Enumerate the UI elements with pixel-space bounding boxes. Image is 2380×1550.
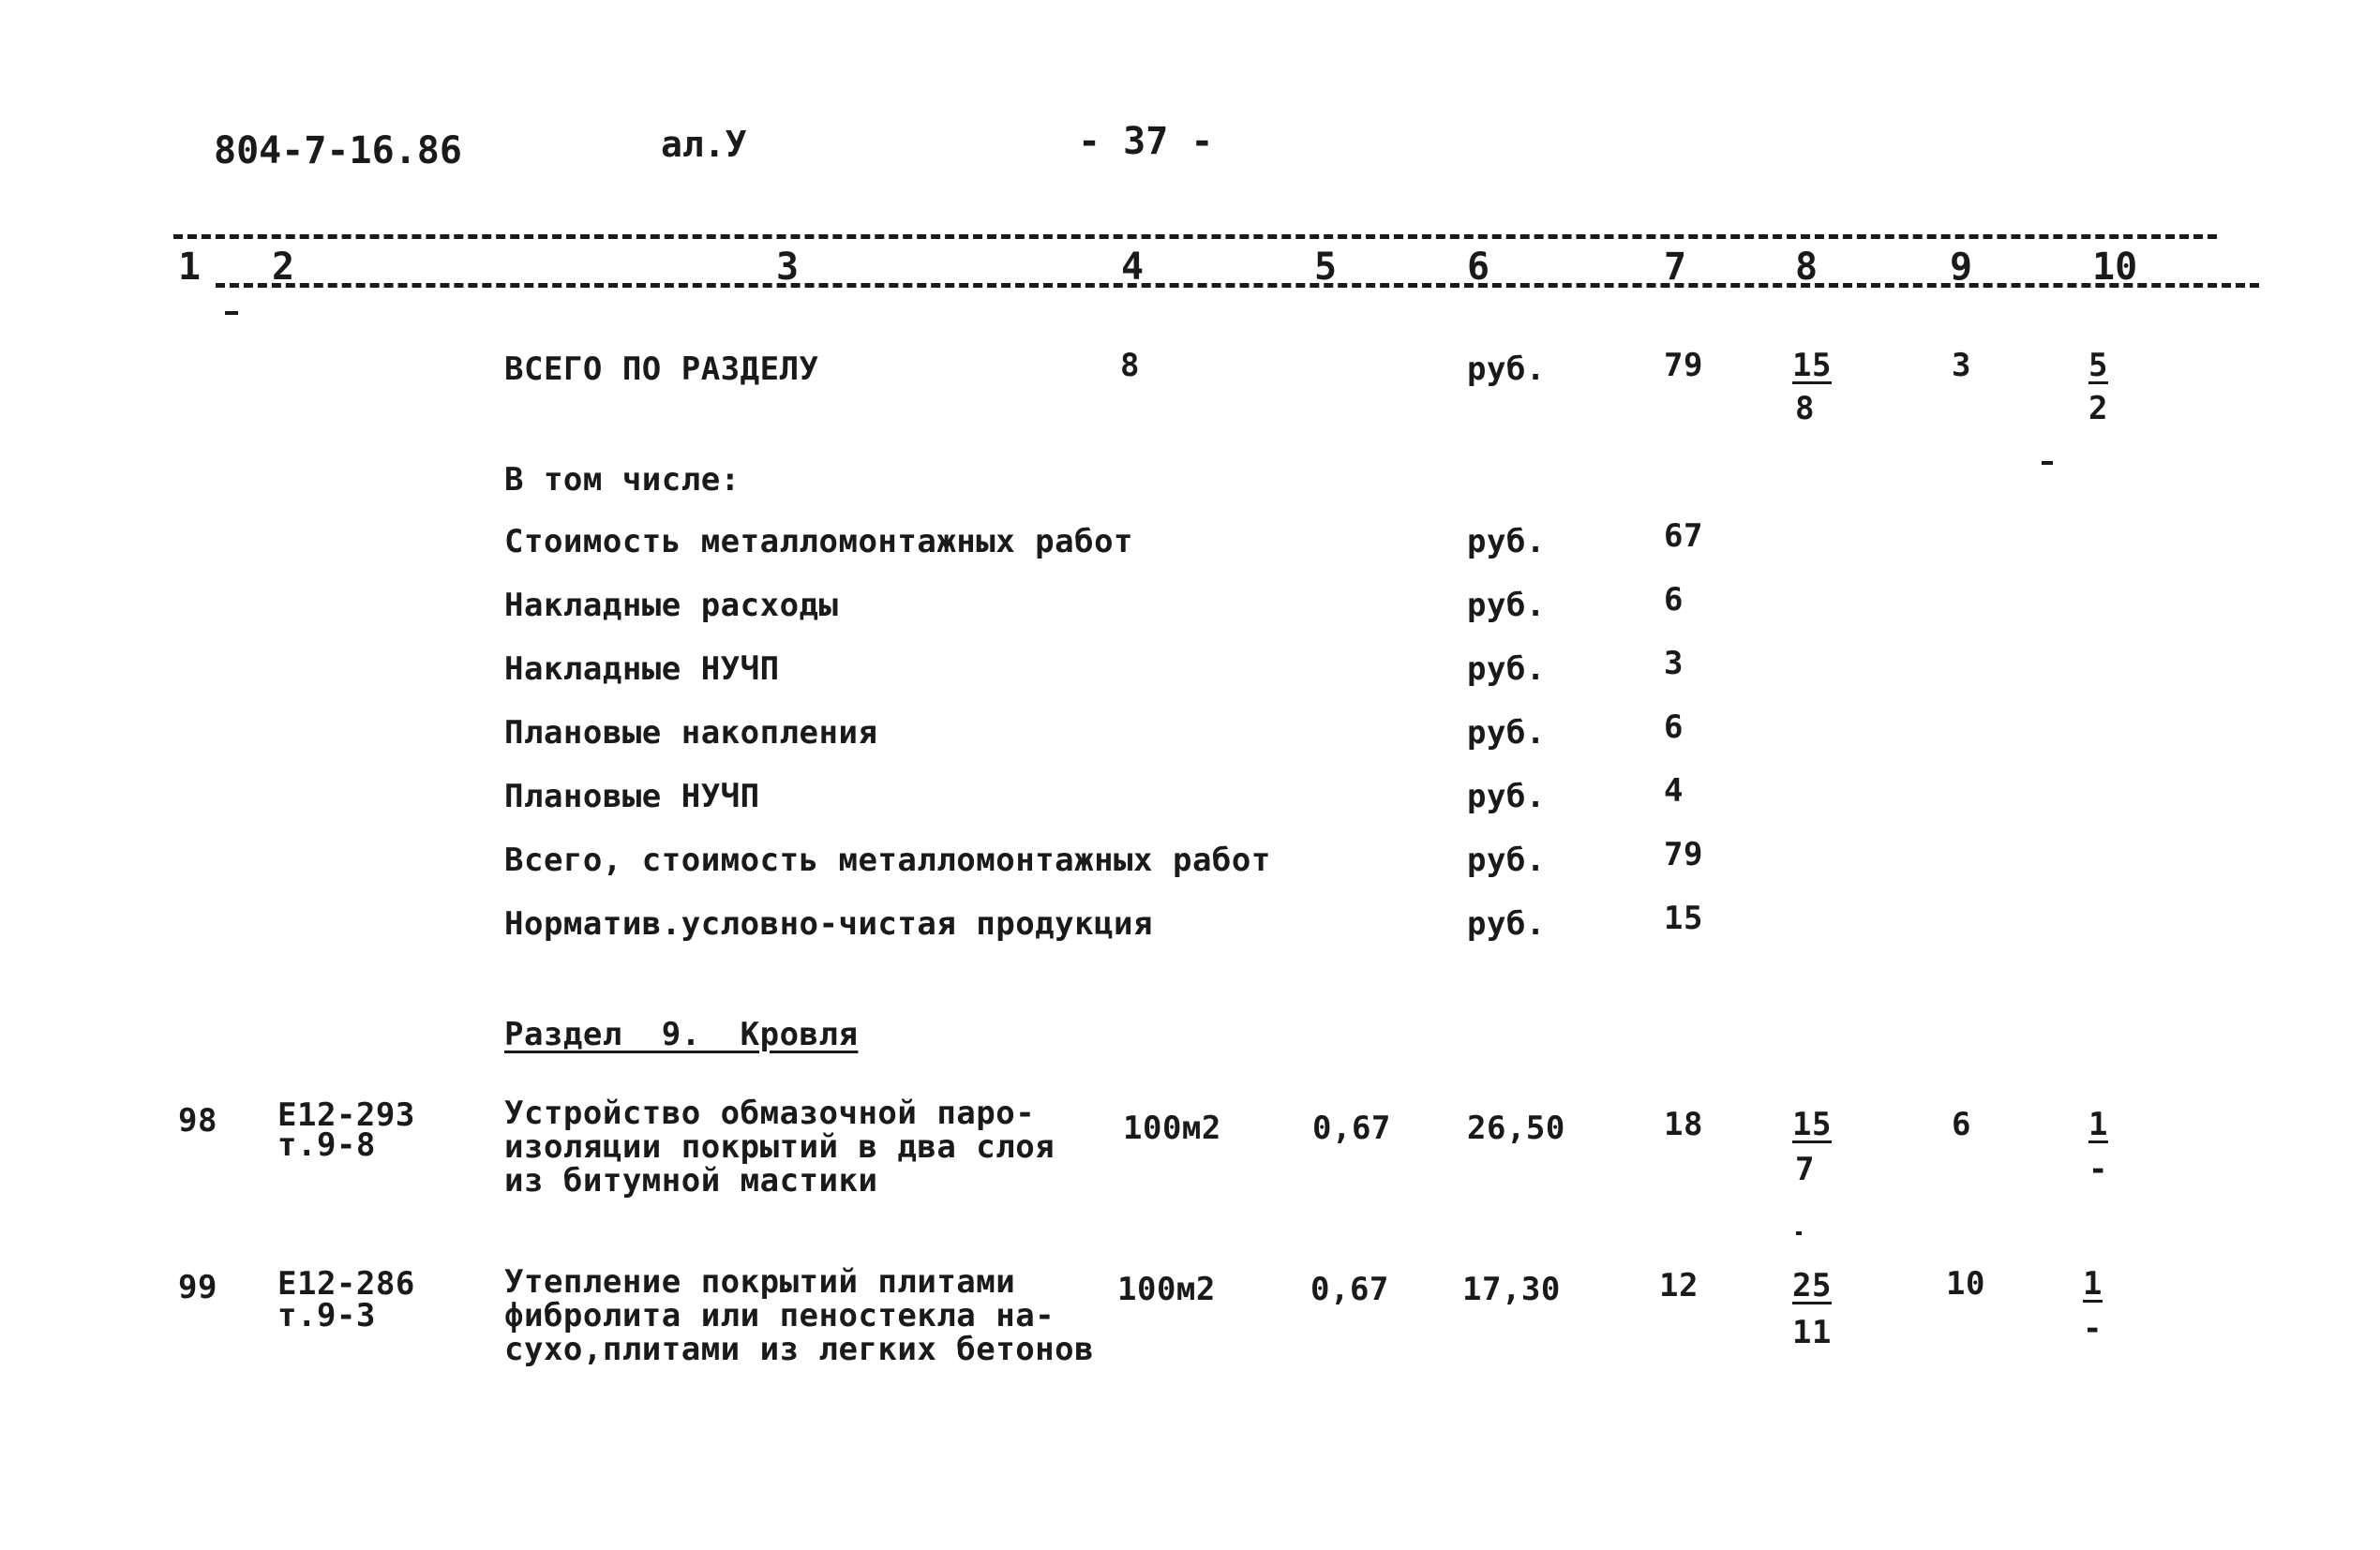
row-table-ref: т.9-3 xyxy=(277,1297,376,1334)
row-col8-bottom: 11 xyxy=(1792,1314,1832,1351)
breakdown-item-unit: руб. xyxy=(1467,905,1546,943)
row-col8-top: 25 xyxy=(1792,1267,1832,1304)
row-col7: 12 xyxy=(1659,1267,1699,1304)
section-heading: Раздел 9. Кровля xyxy=(504,1016,859,1053)
breakdown-item-unit: руб. xyxy=(1467,778,1546,815)
breakdown-item-label: Плановые НУЧП xyxy=(504,778,760,815)
row-price: 26,50 xyxy=(1467,1110,1565,1147)
row-description: Устройство обмазочной паро- изоляции покрытий в два слоя из битумной мастики xyxy=(504,1095,1055,1200)
section-total-col4: 8 xyxy=(1120,347,1140,384)
breakdown-item-label: Всего, стоимость металломонтажных работ xyxy=(504,842,1271,879)
breakdown-item-unit: руб. xyxy=(1467,523,1546,560)
document-code: 804-7-16.86 xyxy=(214,129,462,172)
breakdown-item-value: 67 xyxy=(1664,517,1703,555)
breakdown-item-value: 3 xyxy=(1664,645,1684,682)
row-col7: 18 xyxy=(1664,1106,1703,1143)
header-rule-top xyxy=(173,234,2217,239)
section-total-col10-bottom: 2 xyxy=(2088,390,2108,427)
column-number-10: 10 xyxy=(2092,246,2138,289)
stray-mark xyxy=(1796,1231,1802,1235)
column-number-3: 3 xyxy=(776,246,800,289)
breakdown-item-label: Стоимость металломонтажных работ xyxy=(504,523,1134,560)
stray-mark xyxy=(2042,461,2053,465)
row-table-ref: т.9-8 xyxy=(277,1126,376,1164)
row-col8-bottom: 7 xyxy=(1795,1151,1815,1188)
section-total-label: ВСЕГО ПО РАЗДЕЛУ xyxy=(504,350,819,388)
row-unit: 100м2 xyxy=(1123,1110,1221,1147)
row-unit: 100м2 xyxy=(1117,1271,1216,1308)
breakdown-item-unit: руб. xyxy=(1467,714,1546,752)
row-description: Утепление покрытий плитами фибролита или пеностекла на- сухо,плитами из легких бетонов xyxy=(504,1263,1095,1368)
breakdown-item-unit: руб. xyxy=(1467,650,1546,688)
section-total-col8-top: 15 xyxy=(1792,347,1832,384)
section-total-col9: 3 xyxy=(1952,347,1971,384)
row-quantity: 0,67 xyxy=(1312,1110,1391,1147)
page-number: - 37 - xyxy=(1078,120,1214,163)
breakdown-item-value: 6 xyxy=(1664,581,1684,619)
breakdown-item-unit: руб. xyxy=(1467,842,1546,879)
column-number-2: 2 xyxy=(272,246,295,289)
column-number-9: 9 xyxy=(1950,246,1973,289)
header-rule-tick xyxy=(225,311,238,315)
row-col8-top: 15 xyxy=(1792,1106,1832,1143)
column-number-4: 4 xyxy=(1121,246,1145,289)
breakdown-item-label: Норматив.условно-чистая продукция xyxy=(504,905,1154,943)
breakdown-item-unit: руб. xyxy=(1467,587,1546,624)
including-label: В том числе: xyxy=(504,461,741,499)
row-code: Е12-293 xyxy=(277,1096,415,1134)
section-total-unit: руб. xyxy=(1467,350,1546,388)
column-number-5: 5 xyxy=(1314,246,1338,289)
breakdown-item-value: 79 xyxy=(1664,836,1703,873)
row-number: 98 xyxy=(178,1102,217,1140)
row-col9: 6 xyxy=(1952,1106,1971,1143)
breakdown-item-value: 15 xyxy=(1664,900,1703,937)
row-col10-top: 1 xyxy=(2083,1265,2103,1303)
row-col10-bottom: - xyxy=(2088,1151,2108,1188)
row-code: Е12-286 xyxy=(277,1265,415,1303)
row-price: 17,30 xyxy=(1462,1271,1561,1308)
row-col9: 10 xyxy=(1946,1265,1985,1303)
breakdown-item-value: 4 xyxy=(1664,772,1684,810)
column-number-8: 8 xyxy=(1795,246,1819,289)
row-quantity: 0,67 xyxy=(1310,1271,1389,1308)
section-total-col7: 79 xyxy=(1664,347,1703,384)
breakdown-item-value: 6 xyxy=(1664,708,1684,746)
breakdown-item-label: Плановые накопления xyxy=(504,714,878,752)
sheet-label: ал.У xyxy=(661,124,747,165)
column-number-6: 6 xyxy=(1467,246,1490,289)
row-col10-top: 1 xyxy=(2088,1106,2108,1143)
breakdown-item-label: Накладные расходы xyxy=(504,587,839,624)
column-number-1: 1 xyxy=(178,246,202,289)
row-number: 99 xyxy=(178,1269,217,1306)
column-number-7: 7 xyxy=(1664,246,1687,289)
row-col10-bottom: - xyxy=(2083,1310,2103,1348)
section-total-col8-bottom: 8 xyxy=(1795,390,1815,427)
breakdown-item-label: Накладные НУЧП xyxy=(504,650,780,688)
section-total-col10-top: 5 xyxy=(2088,347,2108,384)
